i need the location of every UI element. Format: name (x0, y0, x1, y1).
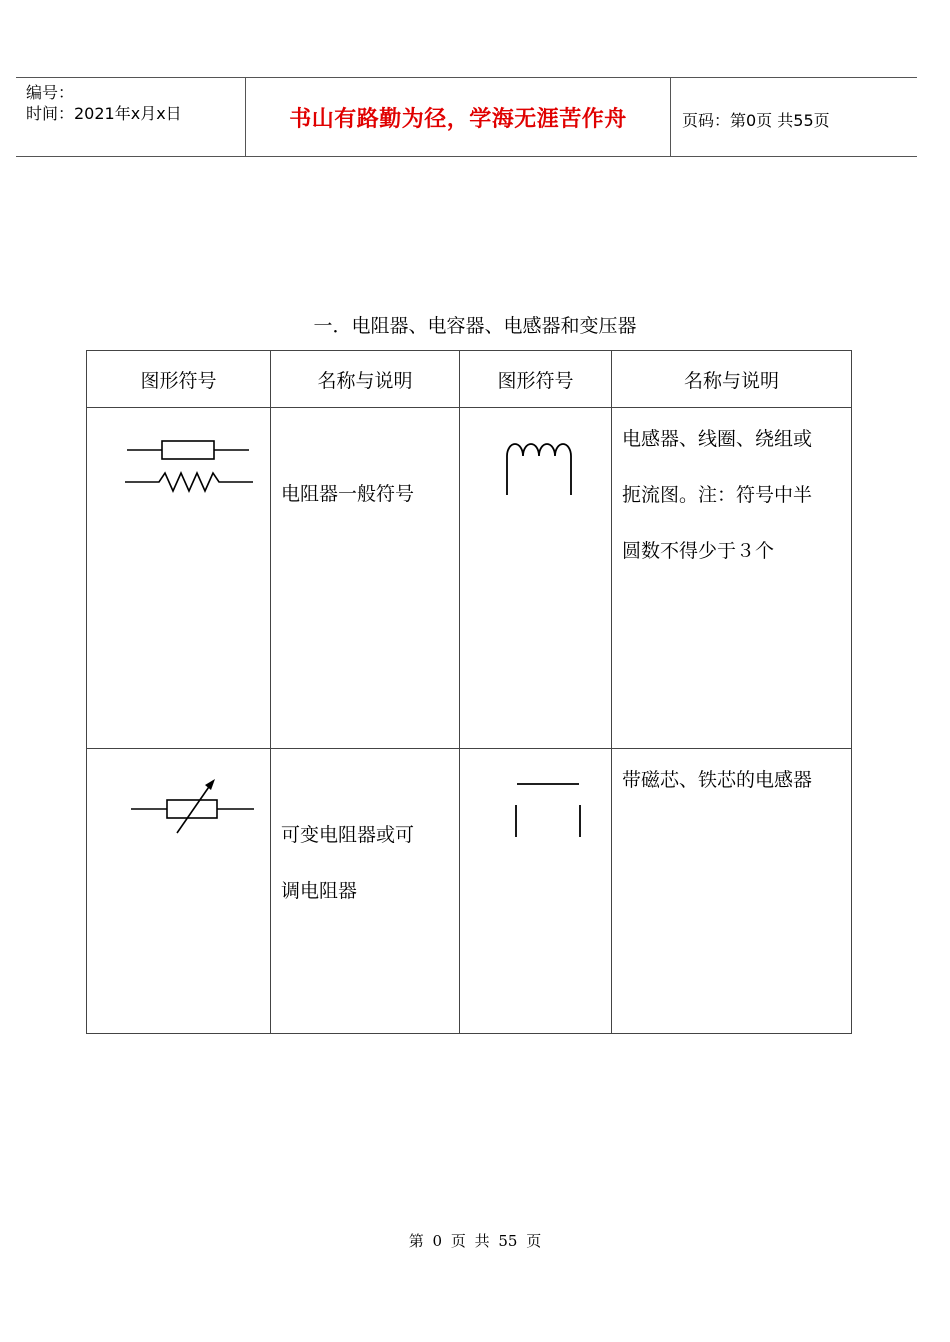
description-text (622, 411, 845, 579)
table-row (87, 749, 852, 1034)
symbol-cell (460, 749, 612, 1034)
description-text (281, 807, 453, 919)
column-header: 图形符号 (87, 351, 271, 408)
table-header-row (87, 351, 852, 408)
description-line: 圆数不得少于３个 (622, 540, 775, 562)
description-text: 带磁芯、铁芯的电感器 (622, 769, 813, 791)
table-row (87, 408, 852, 749)
resistor-icon (87, 408, 271, 568)
symbol-table (86, 350, 852, 1034)
core-inductor-icon (460, 749, 612, 869)
description-cell (271, 749, 460, 1034)
inductor-icon (460, 408, 612, 568)
description-line: 可变电阻器或可 (281, 824, 415, 846)
header-divider (670, 78, 671, 156)
section-title: 一．电阻器、电容器、电感器和变压器 (313, 315, 637, 337)
column-header: 名称与说明 (271, 351, 460, 408)
header-motto: 书山有路勤为径，学海无涯苦作舟 (289, 106, 627, 132)
header-page-label: 页码：第0页 共55页 (682, 111, 830, 130)
description-cell (271, 408, 460, 749)
page-footer: 第 0 页 共 55 页 (408, 1232, 542, 1250)
description-line: 扼流图。注：符号中半 (622, 484, 813, 506)
document-header (16, 77, 917, 157)
description-cell (612, 749, 852, 1034)
header-meta (26, 82, 182, 124)
symbol-cell (87, 749, 271, 1034)
symbol-cell (87, 408, 271, 749)
description-line: 电感器、线圈、绕组或 (622, 428, 813, 450)
column-header: 图形符号 (460, 351, 612, 408)
time-label: 时间：2021年x月x日 (26, 104, 182, 123)
symbol-cell (460, 408, 612, 749)
description-line: 调电阻器 (281, 880, 358, 902)
description-cell (612, 408, 852, 749)
variable-resistor-icon (87, 749, 271, 869)
description-text: 电阻器一般符号 (281, 483, 415, 505)
code-label: 编号： (26, 83, 75, 102)
column-header: 名称与说明 (612, 351, 852, 408)
